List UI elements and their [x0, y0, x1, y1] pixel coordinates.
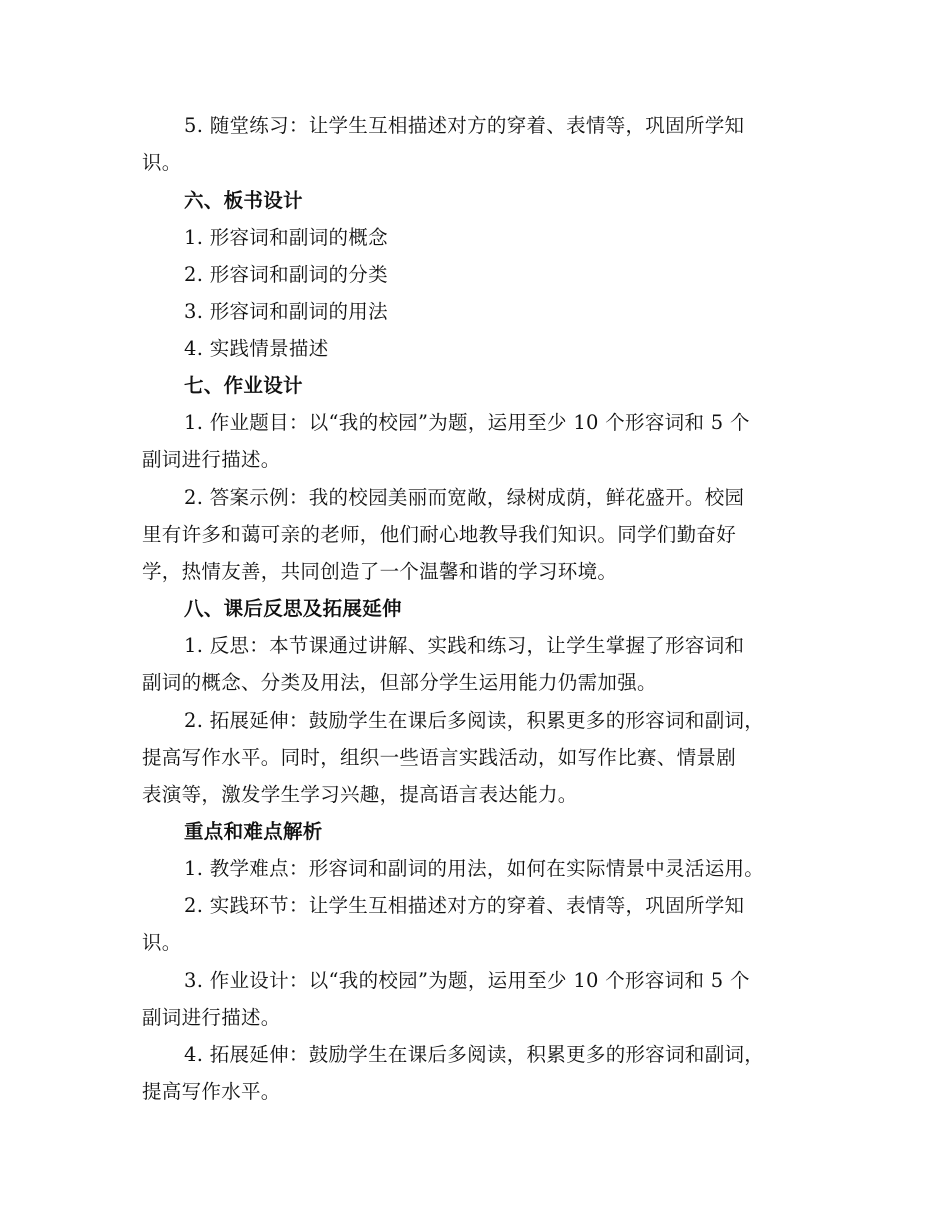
homework-item-1-cont: 副词进行描述。: [142, 448, 281, 471]
board-item-3: 3. 形容词和副词的用法: [184, 300, 388, 323]
keypoint-item-4-cont: 提高写作水平。: [142, 1080, 281, 1103]
section-heading-key-points: 重点和难点解析: [184, 820, 323, 843]
reflection-item-2: 2. 拓展延伸：鼓励学生在课后多阅读，积累更多的形容词和副词，: [184, 709, 765, 732]
keypoint-item-3: 3. 作业设计：以“我的校园”为题，运用至少 10 个形容词和 5 个: [184, 969, 750, 992]
section-heading-homework: 七、作业设计: [184, 374, 303, 397]
keypoint-item-4: 4. 拓展延伸：鼓励学生在课后多阅读，积累更多的形容词和副词，: [184, 1043, 765, 1066]
practice-item-5-cont: 识。: [142, 151, 182, 174]
homework-item-2-cont-a: 里有许多和蔼可亲的老师，他们耐心地教导我们知识。同学们勤奋好: [142, 523, 737, 546]
reflection-item-1: 1. 反思：本节课通过讲解、实践和练习，让学生掌握了形容词和: [184, 634, 745, 657]
keypoint-item-3-cont: 副词进行描述。: [142, 1006, 281, 1029]
reflection-item-1-cont: 副词的概念、分类及用法，但部分学生运用能力仍需加强。: [142, 671, 657, 694]
board-item-4: 4. 实践情景描述: [184, 337, 329, 360]
board-item-2: 2. 形容词和副词的分类: [184, 263, 388, 286]
keypoint-item-2: 2. 实践环节：让学生互相描述对方的穿着、表情等，巩固所学知: [184, 894, 745, 917]
homework-item-2: 2. 答案示例：我的校园美丽而宽敞，绿树成荫，鲜花盛开。校园: [184, 486, 745, 509]
practice-item-5: 5. 随堂练习：让学生互相描述对方的穿着、表情等，巩固所学知: [184, 114, 745, 137]
reflection-item-2-cont-b: 表演等，激发学生学习兴趣，提高语言表达能力。: [142, 783, 578, 806]
keypoint-item-2-cont: 识。: [142, 931, 182, 954]
section-heading-board-design: 六、板书设计: [184, 189, 303, 212]
homework-item-2-cont-b: 学，热情友善，共同创造了一个温馨和谐的学习环境。: [142, 560, 618, 583]
homework-item-1: 1. 作业题目：以“我的校园”为题，运用至少 10 个形容词和 5 个: [184, 411, 750, 434]
reflection-item-2-cont-a: 提高写作水平。同时，组织一些语言实践活动，如写作比赛、情景剧: [142, 746, 737, 769]
keypoint-item-1: 1. 教学难点：形容词和副词的用法，如何在实际情景中灵活运用。: [184, 857, 765, 880]
board-item-1: 1. 形容词和副词的概念: [184, 226, 388, 249]
section-heading-reflection: 八、课后反思及拓展延伸: [184, 597, 402, 620]
